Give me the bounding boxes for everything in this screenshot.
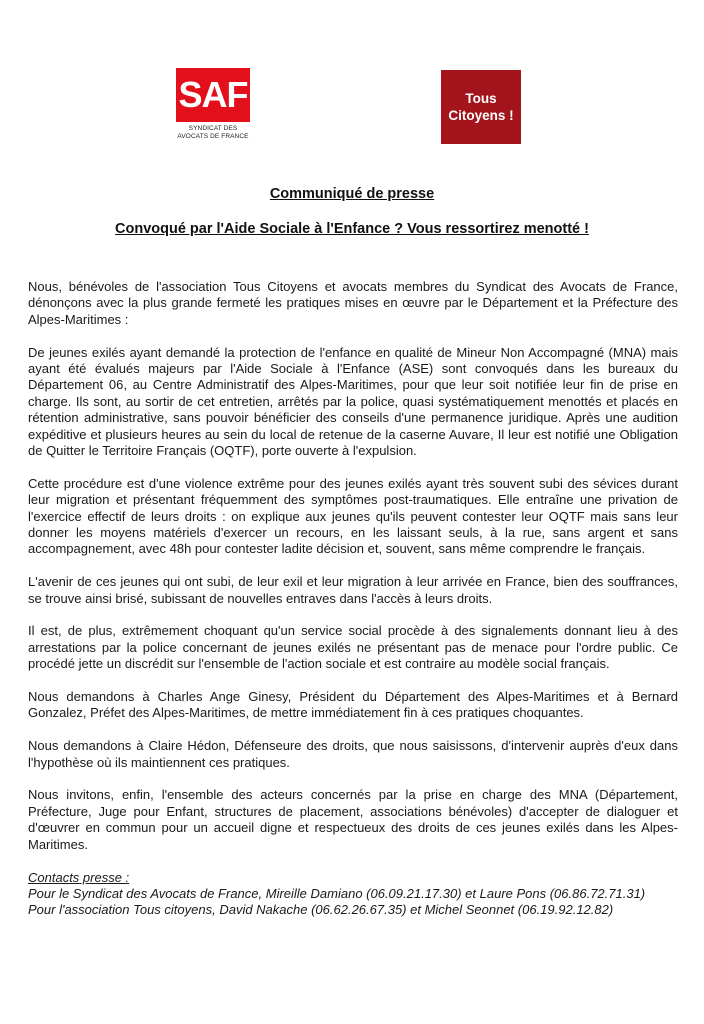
paragraph: Il est, de plus, extrêmement choquant qu'un service social procède à des signalements donnant lieu à des arrestations par la police concernant de jeunes exilés ne présentant pas de menace pour l'ordre public. Ce procédé jette un discrédit sur l'ensemble de l'action sociale et est contraire au modèle social français. <box>28 623 678 672</box>
tous-citoyens-logo-line1: Tous <box>465 91 497 106</box>
paragraph: De jeunes exilés ayant demandé la protection de l'enfance en qualité de Mineur Non Accompagné (MNA) mais ayant été évalués majeurs par l'Aide Sociale à l'Enfance (ASE) sont convoqués dans les bureaux du Département 06, au Centre Administratif des Alpes-Maritimes, pour que leur soit notifiée leur fin de prise en charge. Ils sont, au sortir de cet entretien, arrêtés par la police, quasi systématiquement menottés et placés en rétention administrative, sans pouvoir bénéficier des conseils d'une permanence juridique. Après une audition expéditive et plusieurs heures au sein du local de retenue de la caserne Auvare, Il leur est notifié une Obligation de Quitter le Territoire Français (OQTF), porte ouverte à l'expulsion. <box>28 344 678 459</box>
paragraph: Nous, bénévoles de l'association Tous Citoyens et avocats membres du Syndicat des Avocats de France, dénonçons avec la plus grande fermeté les pratiques mises en œuvre par le Département et la Préfecture des Alpes-Maritimes : <box>28 279 678 327</box>
saf-logo <box>174 68 252 144</box>
paragraph: Nous invitons, enfin, l'ensemble des acteurs concernés par la prise en charge des MNA (Département, Préfecture, Juge pour Enfant, structures de placement, associations bénévoles) d'accepter de dialoguer et d'œuvrer en commun pour un accueil digne et respectueux des droits de ces jeunes exilés dans les Alpes-Maritimes. <box>28 787 678 852</box>
paragraph: Nous demandons à Charles Ange Ginesy, Président du Département des Alpes-Maritimes et à Bernard Gonzalez, Préfet des Alpes-Maritimes, de mettre immédiatement fin à ces pratiques choquantes. <box>28 689 678 721</box>
saf-logo-subtitle <box>174 125 252 140</box>
press-contact-line: Pour l'association Tous citoyens, David Nakache (06.62.26.67.35) et Michel Seonnet (06.19.92.12.82) <box>28 902 614 918</box>
saf-logo-subtitle-line1: SYNDICAT DES <box>188 125 238 132</box>
press-contact-line: Pour le Syndicat des Avocats de France, Mireille Damiano (06.09.21.17.30) et Laure Pons (06.86.72.71.31) <box>28 885 646 901</box>
paragraph: Nous demandons à Claire Hédon, Défenseure des droits, que nous saisissons, d'intervenir auprès d'eux dans l'hypothèse où ils maintiennent ces pratiques. <box>28 738 678 770</box>
saf-logo-mark: SAF <box>176 68 250 122</box>
paragraph: Cette procédure est d'une violence extrême pour des jeunes exilés ayant très souvent subi des sévices durant leur migration et présentant fréquemment des symptômes post-traumatiques. Elle entraîne une privation de l'exercice effectif de leurs droits : on explique aux jeunes qu'ils peuvent contester leur OQTF mais sans leur donner les moyens matériels d'exercer un recours, en les laissant seuls, à la rue, sans argent et sans accompagnement, avec 48h pour contester ladite décision et, souvent, sans même comprendre le français. <box>28 475 678 557</box>
tous-citoyens-logo <box>441 70 521 144</box>
paragraph: L'avenir de ces jeunes qui ont subi, de leur exil et leur migration à leur arrivée en France, bien des souffrances, se trouve ainsi brisé, subissant de nouvelles entraves dans l'accès à leurs droits. <box>28 574 678 606</box>
document-subheading: Convoqué par l'Aide Sociale à l'Enfance ? Vous ressortirez menotté ! <box>115 221 589 237</box>
press-contacts-label: Contacts presse : <box>28 869 130 885</box>
document-heading: Communiqué de presse <box>269 186 435 202</box>
press-contacts <box>28 870 678 919</box>
tous-citoyens-logo-line2: Citoyens ! <box>448 108 514 123</box>
document-body <box>28 279 678 919</box>
saf-logo-subtitle-line2: AVOCATS DE FRANCE <box>177 132 249 140</box>
